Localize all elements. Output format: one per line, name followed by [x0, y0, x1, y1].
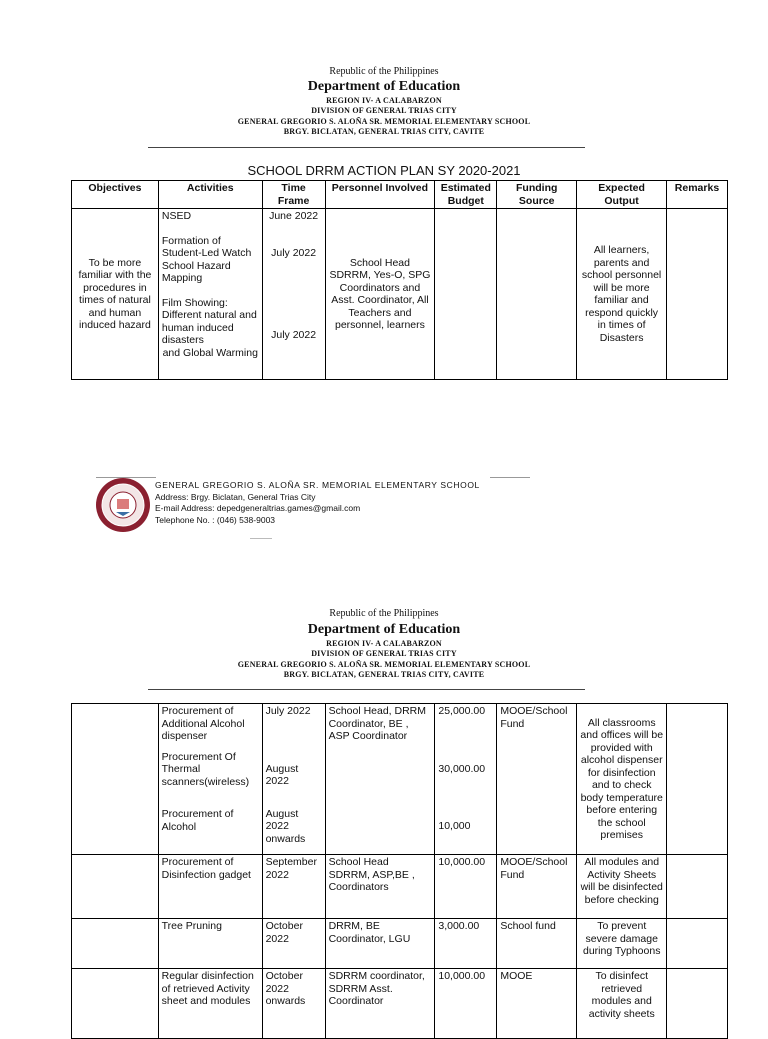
personnel-cell: DRRM, BE Coordinator, LGU [325, 919, 435, 969]
table-row [72, 919, 728, 969]
objective-cell [72, 969, 159, 1039]
division-line: DIVISION OF GENERAL TRIAS CITY [311, 649, 457, 658]
budget-text: 30,000.00 [438, 762, 486, 775]
budget-cell [435, 209, 497, 380]
footer-contact-block [155, 480, 480, 526]
school-name-line: GENERAL GREGORIO S. ALOÑA SR. MEMORIAL ELEMENTARY SCHOOL [237, 117, 531, 126]
budget-text: 10,000 [438, 820, 471, 832]
school-seal-logo [96, 478, 150, 532]
footer-address: Address: Brgy. Biclatan, General Trias City [155, 491, 316, 502]
funding-cell: MOOE [497, 969, 577, 1039]
column-header: Objectives [72, 181, 159, 209]
activities-cell: Procurement of Disinfection gadget [158, 855, 262, 919]
personnel-cell: School Head SDRRM, Yes-O, SPG Coordinators and Asst. Coordinator, All Teachers and personnel, learners [325, 209, 435, 380]
activities-cell [158, 209, 262, 380]
republic-line: Republic of the Philippines [329, 66, 439, 77]
objective-cell [72, 919, 159, 969]
school-address-line: BRGY. BICLATAN, GENERAL TRIAS CITY, CAVITE [283, 127, 485, 136]
footer-email: E-mail Address: depedgeneraltrias.games@gmail.com [155, 503, 361, 513]
funding-cell: School fund [497, 919, 577, 969]
activity-text: Procurement of Additional Alcohol dispenser [161, 705, 245, 742]
activities-cell: Regular disinfection of retrieved Activity sheet and modules [158, 969, 262, 1039]
table-header-row [72, 181, 728, 209]
activity-text: and Global Warming [162, 346, 258, 359]
republic-line: Republic of the Philippines [329, 608, 439, 619]
personnel-cell: School Head, DRRM Coordinator, BE , ASP Coordinator [325, 704, 435, 855]
activity-text: Formation of Student-Led Watch [161, 234, 252, 259]
column-header: Remarks [666, 181, 727, 209]
activity-text: Film Showing: Different natural and human induced disasters [161, 296, 257, 346]
time-text: August 2022 [265, 762, 299, 787]
activity-text: Procurement Of Thermal scanners(wireless) [161, 750, 250, 788]
budget-cell [435, 704, 497, 855]
time-text: July 2022 [271, 329, 317, 341]
time-frame-cell: October 2022 onwards [262, 969, 325, 1039]
footer-school-name: GENERAL GREGORIO S. ALOÑA SR. MEMORIAL ELEMENTARY SCHOOL [155, 480, 480, 490]
activity-text: School Hazard Mapping [161, 259, 231, 284]
activities-cell [158, 704, 262, 855]
time-text: August 2022 onwards [265, 807, 306, 845]
column-header: Activities [158, 181, 262, 209]
funding-cell [497, 209, 577, 380]
header-divider [148, 147, 585, 148]
remarks-cell [666, 209, 727, 380]
column-header: Funding Source [497, 181, 577, 209]
column-header: Expected Output [577, 181, 667, 209]
budget-cell: 10,000.00 [435, 855, 497, 919]
budget-cell: 10,000.00 [435, 969, 497, 1039]
header-divider [148, 689, 585, 690]
department-title: Department of Education [307, 79, 461, 94]
time-frame-cell [262, 704, 325, 855]
expected-output-cell: To disinfect retrieved modules and activity sheets [577, 969, 667, 1039]
time-frame-cell [262, 209, 325, 380]
school-name-line: GENERAL GREGORIO S. ALOÑA SR. MEMORIAL ELEMENTARY SCHOOL [237, 660, 531, 669]
footer-mark [250, 538, 272, 539]
remarks-cell [667, 855, 728, 919]
expected-output-cell: All classrooms and offices will be provided with alcohol dispenser for disinfection and to check body temperature before entering the school premises [577, 704, 667, 855]
column-header: Estimated Budget [435, 181, 497, 209]
department-title: Department of Education [307, 622, 461, 637]
school-address-line: BRGY. BICLATAN, GENERAL TRIAS CITY, CAVITE [283, 670, 485, 679]
table-row [72, 855, 728, 919]
budget-cell: 3,000.00 [435, 919, 497, 969]
activity-text: NSED [161, 210, 192, 222]
funding-cell: MOOE/School Fund [497, 704, 577, 855]
column-header: Time Frame [262, 181, 325, 209]
budget-text: 25,000.00 [438, 705, 486, 717]
action-plan-table-continued [71, 703, 728, 1039]
time-frame-cell: September 2022 [262, 855, 325, 919]
personnel-cell: SDRRM coordinator, SDRRM Asst. Coordinator [325, 969, 435, 1039]
expected-output-cell: All learners, parents and school personnel will be more familiar and respond quickly in times of Disasters [577, 209, 667, 380]
remarks-cell [667, 919, 728, 969]
time-frame-cell: October 2022 [262, 919, 325, 969]
table-row [72, 704, 728, 855]
objective-cell [72, 704, 159, 855]
table-row [72, 969, 728, 1039]
activity-text: Procurement of Alcohol [161, 808, 234, 833]
time-text: July 2022 [265, 705, 311, 717]
funding-cell: MOOE/School Fund [497, 855, 577, 919]
action-plan-title: SCHOOL DRRM ACTION PLAN SY 2020-2021 [247, 163, 521, 178]
remarks-cell [667, 704, 728, 855]
region-line: REGION IV- A CALABARZON [326, 639, 442, 648]
footer-telephone: Telephone No. : (046) 538-9003 [155, 514, 276, 525]
column-header: Personnel Involved [325, 181, 435, 209]
footer-rule-right [490, 477, 530, 478]
objective-cell [72, 855, 159, 919]
division-line: DIVISION OF GENERAL TRIAS CITY [311, 106, 457, 115]
time-text: July 2022 [271, 246, 317, 259]
activities-cell: Tree Pruning [158, 919, 262, 969]
action-plan-table [71, 180, 728, 380]
objective-cell: To be more familiar with the procedures in times of natural and human induced hazard [72, 209, 159, 380]
time-text: June 2022 [269, 210, 319, 222]
remarks-cell [667, 969, 728, 1039]
personnel-cell: School Head SDRRM, ASP,BE , Coordinators [325, 855, 435, 919]
region-line: REGION IV- A CALABARZON [326, 96, 442, 105]
expected-output-cell: All modules and Activity Sheets will be disinfected before checking [577, 855, 667, 919]
expected-output-cell: To prevent severe damage during Typhoons [577, 919, 667, 969]
table-row [72, 209, 728, 380]
